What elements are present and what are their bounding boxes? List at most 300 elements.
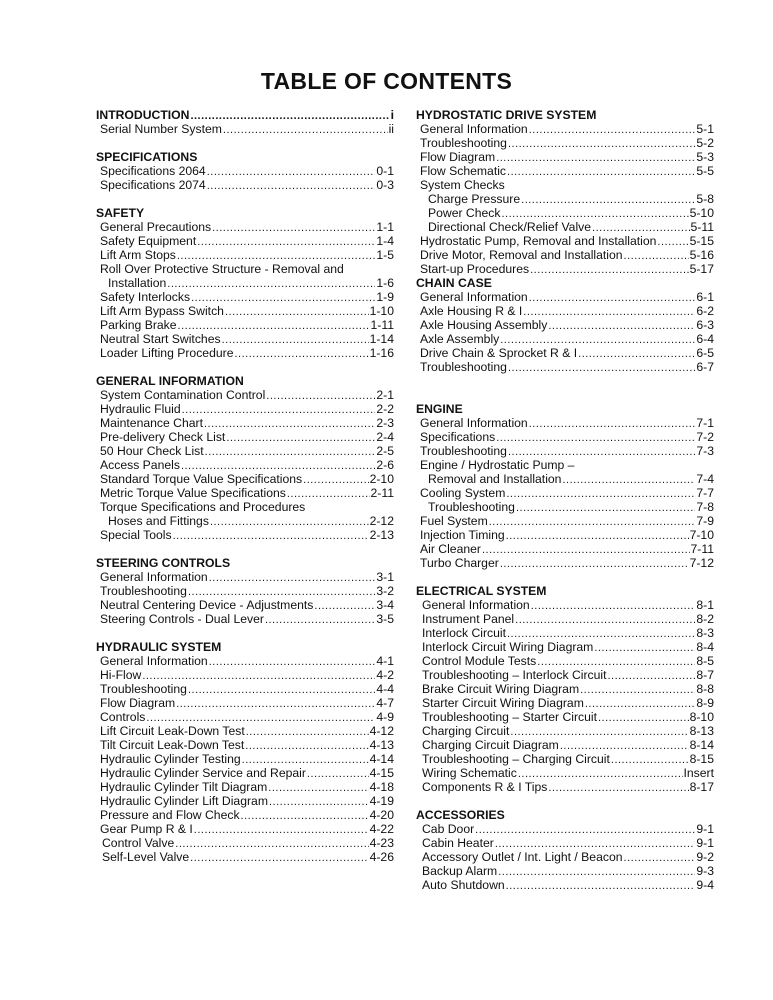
dot-leader	[194, 823, 369, 837]
toc-entry[interactable]	[96, 234, 394, 248]
toc-entry-title: Brake Circuit Wiring Diagram	[422, 682, 580, 696]
toc-entry[interactable]	[416, 822, 714, 836]
toc-entry-page: 7-10	[689, 528, 714, 542]
section-heading: ELECTRICAL SYSTEM	[416, 584, 547, 598]
toc-entry-page: 7-1	[696, 416, 714, 430]
dot-leader	[241, 809, 369, 823]
toc-entry-page: i	[390, 108, 394, 122]
dot-leader	[495, 837, 696, 851]
toc-entry-title: Serial Number System	[100, 122, 222, 136]
toc-entry[interactable]	[96, 220, 394, 234]
toc-entry-page: 2-3	[376, 416, 394, 430]
toc-section-chain-case	[416, 276, 714, 374]
toc-entry[interactable]	[416, 654, 714, 668]
toc-entry-page: 1-14	[369, 332, 394, 346]
toc-entry[interactable]	[416, 752, 714, 766]
toc-entry[interactable]	[416, 864, 714, 878]
toc-entry-title: General Information	[420, 290, 528, 304]
toc-entry[interactable]	[96, 780, 394, 794]
toc-entry[interactable]	[96, 766, 394, 780]
dot-leader	[594, 641, 695, 655]
toc-entry-title: Removal and Installation	[428, 472, 562, 486]
toc-entry[interactable]	[416, 682, 714, 696]
dot-leader	[223, 123, 388, 137]
toc-entry-page: 8-17	[689, 780, 714, 794]
toc-entry-page: 9-2	[696, 850, 714, 864]
toc-entry-page: 8-15	[689, 752, 714, 766]
toc-entry-page: 9-3	[696, 864, 714, 878]
toc-entry-page: 1-6	[376, 276, 394, 290]
toc-entry-page: 1-11	[370, 318, 394, 332]
dot-leader	[598, 711, 689, 725]
toc-entry-title: Troubleshooting – Starter Circuit	[422, 710, 597, 724]
toc-entry-page: 7-8	[696, 500, 714, 514]
toc-entry-page: 3-5	[376, 612, 394, 626]
toc-entry[interactable]	[416, 192, 714, 206]
dot-leader	[531, 599, 696, 613]
toc-entry-page: 3-1	[376, 570, 394, 584]
toc-entry-title: General Information	[420, 416, 528, 430]
dot-leader	[500, 557, 689, 571]
toc-entry[interactable]	[416, 346, 714, 360]
toc-entry[interactable]	[96, 290, 394, 304]
toc-entry-title: Control Valve	[102, 836, 175, 850]
page-title: TABLE OF CONTENTS	[260, 68, 513, 94]
dot-leader	[226, 431, 375, 445]
dot-leader	[212, 221, 375, 235]
toc-entry[interactable]	[96, 808, 394, 822]
toc-entry-page: 8-9	[696, 696, 714, 710]
toc-entry[interactable]	[96, 248, 394, 262]
toc-entry[interactable]	[416, 850, 714, 864]
toc-entry-page: 6-1	[696, 290, 714, 304]
dot-leader	[207, 165, 376, 179]
toc-entry[interactable]	[96, 822, 394, 836]
toc-entry-page: 2-5	[376, 444, 394, 458]
toc-entry-title: Lift Arm Stops	[100, 248, 176, 262]
toc-entry[interactable]	[416, 234, 714, 248]
dot-leader	[314, 599, 375, 613]
dot-leader	[548, 319, 695, 333]
dot-leader	[580, 683, 695, 697]
toc-entry-page: 1-9	[376, 290, 394, 304]
toc-entry[interactable]	[416, 444, 714, 458]
section-heading: ENGINE	[416, 402, 463, 416]
toc-section-accessories	[416, 808, 714, 892]
toc-entry-page: 8-10	[689, 710, 714, 724]
toc-entry[interactable]	[416, 472, 714, 486]
toc-entry-title: Injection Timing	[420, 528, 505, 542]
toc-entry-line: Torque Specifications and Procedures	[100, 500, 306, 514]
toc-entry[interactable]	[96, 318, 394, 332]
toc-entry-page: 5-1	[696, 122, 714, 136]
toc-entry-page: 8-7	[696, 668, 714, 682]
toc-entry-title: Interlock Circuit	[422, 626, 506, 640]
toc-entry[interactable]	[416, 724, 714, 738]
toc-entry[interactable]	[416, 500, 714, 514]
toc-entry-title: Flow Diagram	[100, 696, 176, 710]
dot-leader	[518, 767, 683, 781]
dot-leader	[611, 753, 689, 767]
toc-entry-title: Components R & I Tips	[422, 780, 548, 794]
toc-entry[interactable]	[416, 836, 714, 850]
toc-entry-page: 2-4	[376, 430, 394, 444]
toc-entry-title: Start-up Procedures	[420, 262, 530, 276]
toc-entry[interactable]	[96, 528, 394, 542]
toc-entry-page: 8-2	[696, 612, 714, 626]
toc-entry-page: 4-26	[369, 850, 394, 864]
toc-entry[interactable]	[96, 178, 394, 192]
toc-entry[interactable]	[416, 290, 714, 304]
toc-entry[interactable]	[416, 318, 714, 332]
dot-leader	[204, 417, 375, 431]
toc-section-hydrostatic-drive-system	[416, 108, 714, 276]
dot-leader	[176, 697, 375, 711]
toc-section-steering-controls	[96, 556, 394, 626]
toc-entry[interactable]	[96, 346, 394, 360]
toc-entry-title: Troubleshooting – Charging Circuit	[422, 752, 610, 766]
toc-entry-page: Insert	[683, 766, 714, 780]
toc-entry[interactable]	[96, 402, 394, 416]
toc-entry[interactable]	[96, 710, 394, 724]
toc-entry-page: 6-2	[696, 304, 714, 318]
dot-leader	[246, 725, 369, 739]
toc-entry-title: Turbo Charger	[420, 556, 499, 570]
section-heading: HYDROSTATIC DRIVE SYSTEM	[416, 108, 597, 122]
toc-entry-page: 4-15	[369, 766, 394, 780]
toc-entry-title: Lift Circuit Leak-Down Test	[100, 724, 245, 738]
dot-leader	[578, 347, 695, 361]
toc-entry-page: 4-22	[369, 822, 394, 836]
toc-entry[interactable]	[416, 360, 714, 374]
toc-entry-title: General Information	[100, 654, 208, 668]
toc-entry[interactable]	[96, 416, 394, 430]
dot-leader	[190, 851, 368, 865]
toc-entry-page: 7-11	[690, 542, 714, 556]
toc-section-general-information	[96, 374, 394, 542]
toc-entry[interactable]	[416, 528, 714, 542]
toc-entry[interactable]	[96, 388, 394, 402]
toc-entry-title: Troubleshooting	[100, 682, 187, 696]
toc-entry-page: 9-1	[696, 836, 714, 850]
toc-entry-title: Power Check	[428, 206, 501, 220]
toc-entry-title: Hydraulic Fluid	[100, 402, 181, 416]
dot-leader	[191, 291, 375, 305]
toc-entry-page: 7-9	[696, 514, 714, 528]
toc-entry[interactable]	[416, 304, 714, 318]
toc-entry[interactable]	[96, 794, 394, 808]
toc-entry-title: Cooling System	[420, 486, 506, 500]
toc-entry[interactable]	[416, 332, 714, 346]
toc-entry[interactable]	[96, 486, 394, 500]
toc-entry-title: Neutral Start Switches	[100, 332, 221, 346]
toc-entry[interactable]	[96, 444, 394, 458]
toc-entry-title: Installation	[108, 276, 167, 290]
dot-leader	[496, 151, 695, 165]
toc-entry-title: General Precautions	[100, 220, 212, 234]
toc-entry-title: Safety Equipment	[100, 234, 197, 248]
dot-leader	[508, 361, 695, 375]
toc-entry-page: 4-18	[369, 780, 394, 794]
dot-leader	[265, 613, 375, 627]
toc-entry-page: 3-4	[376, 598, 394, 612]
toc-entry[interactable]	[96, 612, 394, 626]
toc-entry-line: Engine / Hydrostatic Pump –	[420, 458, 575, 472]
toc-entry[interactable]	[96, 472, 394, 486]
toc-entry-title: Hi-Flow	[100, 668, 142, 682]
toc-entry[interactable]	[416, 486, 714, 500]
toc-entry-title: Gear Pump R & I	[100, 822, 193, 836]
dot-leader	[521, 193, 695, 207]
toc-entry-title: Fuel System	[420, 514, 488, 528]
toc-entry[interactable]	[416, 780, 714, 794]
toc-entry-title: Troubleshooting	[420, 136, 507, 150]
toc-entry[interactable]	[416, 514, 714, 528]
section-heading: HYDRAULIC SYSTEM	[96, 640, 222, 654]
toc-entry-title: Hydrostatic Pump, Removal and Installation	[420, 234, 657, 248]
toc-entry[interactable]	[416, 878, 714, 892]
toc-entry-page: 7-12	[689, 556, 714, 570]
toc-entry[interactable]	[416, 262, 714, 276]
toc-entry[interactable]	[416, 430, 714, 444]
dot-leader	[496, 431, 695, 445]
toc-entry[interactable]	[416, 640, 714, 654]
dot-leader	[188, 585, 375, 599]
toc-entry[interactable]	[416, 164, 714, 178]
dot-leader	[592, 221, 689, 235]
toc-entry[interactable]	[96, 514, 394, 528]
dot-leader	[207, 179, 376, 193]
toc-entry-page: 0-3	[376, 178, 394, 192]
toc-entry[interactable]	[96, 430, 394, 444]
dot-leader	[475, 823, 695, 837]
dot-leader	[242, 753, 369, 767]
section-heading: STEERING CONTROLS	[96, 556, 231, 570]
toc-entry[interactable]	[416, 542, 714, 556]
toc-section-engine	[416, 402, 714, 570]
toc-entry-page: 2-10	[369, 472, 394, 486]
toc-entry[interactable]	[416, 122, 714, 136]
dot-leader	[489, 515, 696, 529]
toc-entry-title: Drive Motor, Removal and Installation	[420, 248, 623, 262]
toc-entry[interactable]	[96, 276, 394, 290]
toc-entry-page: 2-12	[369, 514, 394, 528]
toc-entry-title: Control Module Tests	[422, 654, 537, 668]
toc-entry-page: 7-3	[696, 444, 714, 458]
toc-entry[interactable]	[416, 206, 714, 220]
toc-entry-title: Loader Lifting Procedure	[100, 346, 234, 360]
dot-leader	[268, 781, 368, 795]
dot-leader	[177, 249, 376, 263]
toc-entry-page: 7-2	[696, 430, 714, 444]
toc-entry-title: Auto Shutdown	[422, 878, 505, 892]
dot-leader	[178, 319, 370, 333]
toc-entry-title: Tilt Circuit Leak-Down Test	[100, 738, 245, 752]
dot-leader	[506, 879, 696, 893]
toc-entry-title: Maintenance Chart	[100, 416, 203, 430]
toc-entry[interactable]	[416, 696, 714, 710]
dot-leader	[529, 291, 696, 305]
toc-entry-page: 8-5	[696, 654, 714, 668]
toc-entry-page: 4-20	[369, 808, 394, 822]
section-heading: GENERAL INFORMATION	[96, 374, 244, 388]
toc-entry-title: Axle Assembly	[420, 332, 500, 346]
toc-entry-title: Cab Door	[422, 822, 475, 836]
section-heading: SAFETY	[96, 206, 145, 220]
toc-entry[interactable]	[416, 598, 714, 612]
toc-entry[interactable]	[96, 682, 394, 696]
dot-leader	[269, 795, 369, 809]
dot-leader	[266, 389, 375, 403]
toc-entry-title: Troubleshooting	[100, 584, 187, 598]
toc-entry[interactable]	[416, 220, 714, 234]
dot-leader	[209, 655, 376, 669]
dot-leader	[523, 305, 695, 319]
toc-entry-page: 4-9	[376, 710, 394, 724]
toc-entry[interactable]	[96, 108, 394, 122]
toc-entry-title: Cabin Heater	[422, 836, 494, 850]
toc-entry-title: Troubleshooting	[420, 444, 507, 458]
toc-entry-title: Directional Check/Relief Valve	[428, 220, 592, 234]
toc-entry[interactable]	[96, 332, 394, 346]
toc-entry-title: Troubleshooting – Interlock Circuit	[422, 668, 607, 682]
dot-leader	[507, 627, 695, 641]
toc-entry-title: Charge Pressure	[428, 192, 521, 206]
toc-entry[interactable]	[416, 710, 714, 724]
toc-entry[interactable]	[96, 836, 394, 850]
toc-entry-title: INTRODUCTION	[96, 108, 190, 122]
toc-entry-line: Roll Over Protective Structure - Removal and	[100, 262, 344, 276]
toc-entry-title: System Contamination Control	[100, 388, 266, 402]
dot-leader	[508, 445, 695, 459]
dot-leader	[182, 403, 376, 417]
dot-leader	[146, 711, 375, 725]
toc-entry[interactable]	[416, 416, 714, 430]
toc-entry-title: Hydraulic Cylinder Service and Repair	[100, 766, 306, 780]
toc-entry-line: System Checks	[420, 178, 505, 192]
toc-entry[interactable]	[96, 752, 394, 766]
dot-leader	[537, 655, 695, 669]
dot-leader	[303, 473, 368, 487]
toc-entry-page: 4-1	[376, 654, 394, 668]
toc-entry-title: Interlock Circuit Wiring Diagram	[422, 640, 594, 654]
toc-entry-title: Specifications	[420, 430, 496, 444]
dot-leader	[209, 571, 376, 585]
dot-leader	[225, 305, 369, 319]
section-heading: CHAIN CASE	[416, 276, 492, 290]
toc-entry-title: Special Tools	[100, 528, 172, 542]
toc-entry-title: Lift Arm Bypass Switch	[100, 304, 224, 318]
toc-entry-page: 1-5	[376, 248, 394, 262]
toc-entry-page: 1-1	[376, 220, 394, 234]
toc-entry-title: 50 Hour Check List	[100, 444, 204, 458]
toc-entry-title: Controls	[100, 710, 146, 724]
toc-entry[interactable]	[416, 248, 714, 262]
toc-entry-page: 5-15	[689, 234, 714, 248]
toc-entry[interactable]	[416, 626, 714, 640]
dot-leader	[507, 165, 695, 179]
toc-entry[interactable]	[96, 654, 394, 668]
toc-entry-title: Instrument Panel	[422, 612, 515, 626]
toc-entry[interactable]	[96, 458, 394, 472]
toc-entry-page: 4-2	[376, 668, 394, 682]
dot-leader	[530, 263, 689, 277]
toc-entry[interactable]	[416, 556, 714, 570]
dot-leader	[245, 739, 368, 753]
dot-leader	[506, 529, 689, 543]
toc-left-column	[96, 108, 394, 864]
dot-leader	[529, 417, 696, 431]
toc-entry-page: 8-3	[696, 626, 714, 640]
toc-entry-page: 8-1	[696, 598, 714, 612]
toc-entry[interactable]	[96, 164, 394, 178]
toc-entry-page: 8-4	[696, 640, 714, 654]
toc-entry-title: Charging Circuit Diagram	[422, 738, 559, 752]
toc-entry[interactable]	[96, 304, 394, 318]
dot-leader	[175, 837, 368, 851]
toc-entry[interactable]	[416, 738, 714, 752]
dot-leader	[585, 697, 696, 711]
toc-entry[interactable]	[416, 668, 714, 682]
toc-entry-page: 9-1	[696, 822, 714, 836]
toc-entry[interactable]	[96, 724, 394, 738]
dot-leader	[188, 683, 375, 697]
toc-entry[interactable]	[416, 150, 714, 164]
toc-entry[interactable]	[96, 598, 394, 612]
toc-entry-title: Drive Chain & Sprocket R & I	[420, 346, 578, 360]
dot-leader	[167, 277, 375, 291]
toc-entry-page: 1-4	[376, 234, 394, 248]
toc-entry[interactable]	[96, 584, 394, 598]
toc-entry-page: 4-19	[369, 794, 394, 808]
dot-leader	[498, 865, 695, 879]
toc-entry-page: 7-4	[696, 472, 714, 486]
toc-entry-page: 5-2	[696, 136, 714, 150]
toc-entry-page: 5-17	[689, 262, 714, 276]
dot-leader	[515, 613, 695, 627]
toc-entry[interactable]	[416, 766, 714, 780]
toc-entry[interactable]	[416, 612, 714, 626]
toc-entry-page: 2-6	[376, 458, 394, 472]
toc-entry[interactable]	[96, 738, 394, 752]
toc-entry[interactable]	[96, 668, 394, 682]
section-heading: SPECIFICATIONS	[96, 150, 198, 164]
dot-leader	[222, 333, 369, 347]
dot-leader	[562, 473, 695, 487]
dot-leader	[529, 123, 696, 137]
toc-entry[interactable]	[96, 570, 394, 584]
dot-leader	[190, 109, 389, 123]
dot-leader	[500, 333, 695, 347]
dot-leader	[657, 235, 688, 249]
toc-entry-page: 5-11	[690, 220, 714, 234]
toc-entry[interactable]	[96, 122, 394, 136]
toc-entry-page: 2-1	[376, 388, 394, 402]
toc-entry[interactable]	[96, 696, 394, 710]
dot-leader	[197, 235, 375, 249]
dot-leader	[624, 249, 689, 263]
toc-entry-page: 5-3	[696, 150, 714, 164]
toc-entry[interactable]	[96, 850, 394, 864]
toc-section-electrical-system	[416, 584, 714, 794]
toc-entry-page: 5-8	[696, 192, 714, 206]
toc-entry-page: 9-4	[696, 878, 714, 892]
toc-entry-title: Pre-delivery Check List	[100, 430, 226, 444]
toc-entry-title: Pressure and Flow Check	[100, 808, 240, 822]
toc-entry-title: Parking Brake	[100, 318, 177, 332]
toc-entry[interactable]	[416, 136, 714, 150]
toc-entry-title: Specifications 2064	[100, 164, 206, 178]
